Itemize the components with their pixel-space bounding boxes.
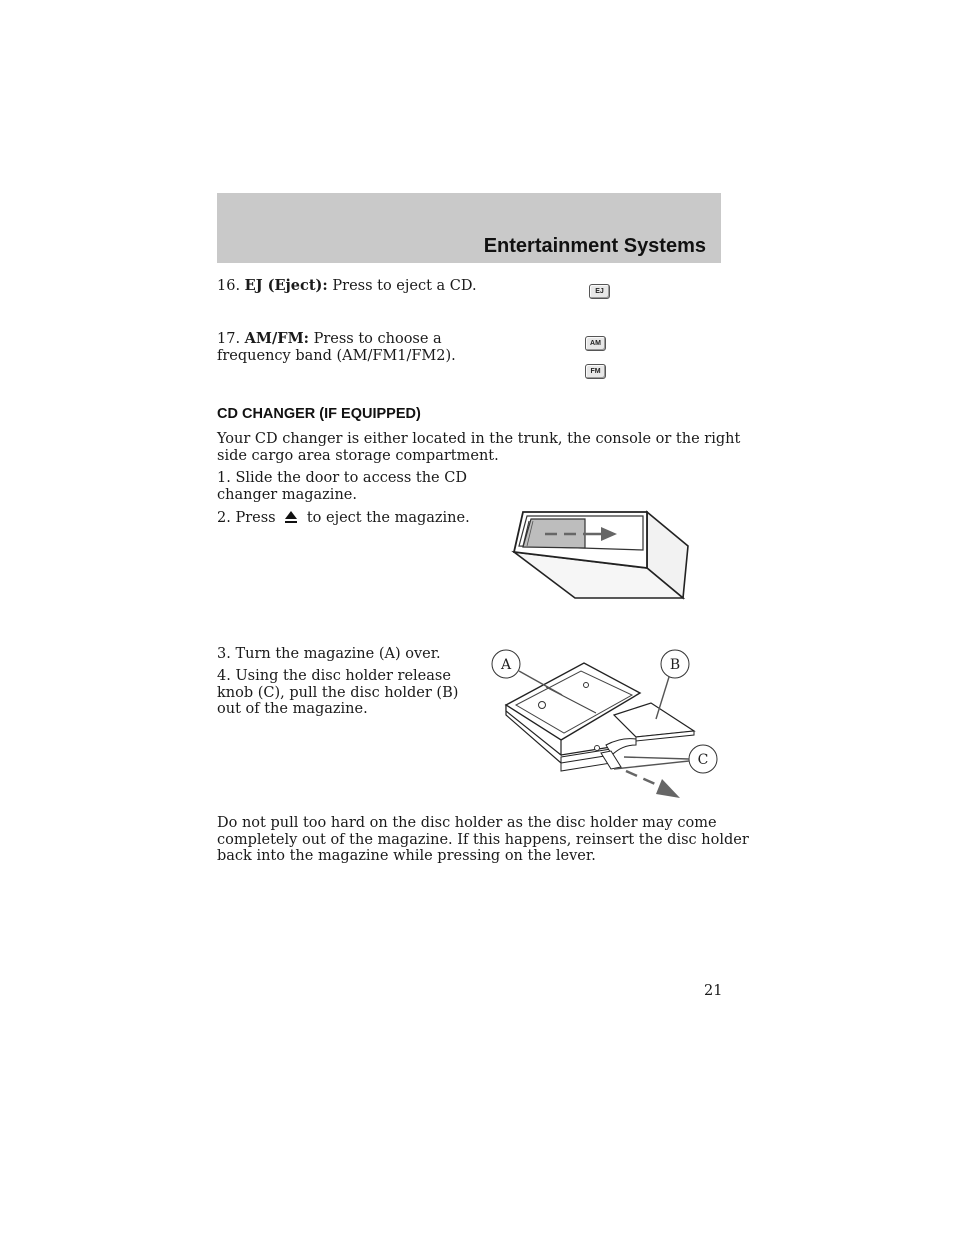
item-label: EJ (Eject): <box>244 277 328 294</box>
cd-changer-illustration <box>505 500 695 610</box>
step-1: 1. Slide the door to access the CD changer magazine. <box>217 470 467 503</box>
cd-changer-heading: CD CHANGER (IF EQUIPPED) <box>217 406 421 422</box>
step-3: 3. Turn the magazine (A) over. <box>217 646 441 662</box>
item-text: frequency band (AM/FM1/FM2). <box>217 347 456 364</box>
page-number: 21 <box>704 983 723 999</box>
item-text: Press to choose a <box>313 331 442 347</box>
item-am-fm <box>217 331 456 364</box>
header-band <box>217 193 721 263</box>
item-label: AM/FM: <box>244 330 309 347</box>
callout-c: C <box>697 752 709 768</box>
ej-button-icon: EJ <box>589 284 610 299</box>
warning-paragraph: Do not pull too hard on the disc holder as the disc holder may come completely out of the magazine. If this happens, reinsert the disc holder back into the magazine while pressing on the lever. <box>217 815 749 864</box>
am-button-icon: AM <box>585 336 606 351</box>
cd-changer-intro: Your CD changer is either located in the trunk, the console or the right side cargo area storage compartment. <box>217 431 741 464</box>
item-number: 16. <box>217 278 241 294</box>
step-2: 2. Press to eject the magazine. <box>217 510 470 526</box>
callout-b: B <box>669 657 681 673</box>
item-text: Press to eject a CD. <box>332 278 477 294</box>
magazine-illustration <box>486 645 709 805</box>
fm-button-icon: FM <box>585 364 606 379</box>
eject-icon <box>284 510 298 524</box>
step-4: 4. Using the disc holder release knob (C), pull the disc holder (B) out of the magazine. <box>217 668 459 717</box>
section-title: Entertainment Systems <box>483 235 706 257</box>
item-eject <box>217 278 477 295</box>
item-number: 17. <box>217 331 241 347</box>
callout-a: A <box>500 657 512 673</box>
